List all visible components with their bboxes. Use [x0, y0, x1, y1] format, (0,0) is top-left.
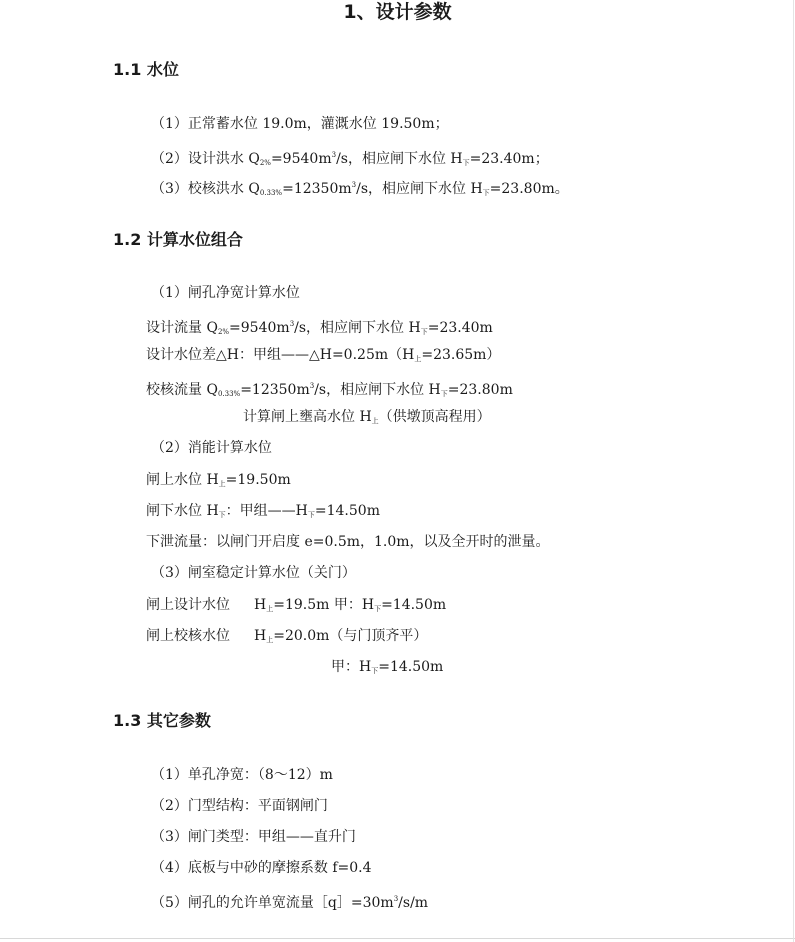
paragraph-line: 设计水位差△H：甲组$——\triangle H=0.25m(H_上=23.65m)$	[146, 347, 501, 363]
paragraph-line: 闸上水位 $H_上=19.50m$	[146, 472, 291, 488]
paragraph-line: 设计流量 $Q_{2\%}=9540m^3/s$，相应闸下水位 $H_下=23.40m$	[146, 320, 493, 336]
paragraph-line: （2）消能计算水位	[151, 440, 272, 456]
paragraph-line: 闸上设计水位 $H_上=19.5m$ 甲：$H_下=14.50m$	[146, 597, 447, 613]
paragraph-line: 闸下水位 $H_下$：甲组$——H_下=14.50m$	[146, 503, 380, 519]
paragraph-line: 下泄流量：以闸门开启度 e=0.5m，1.0m，以及全开时的泄量。	[146, 534, 550, 550]
paragraph-line: （3）校核洪水 $Q_{0.33\%}=12350m^3/s$，相应闸下水位 $H_下=23.80m$。	[151, 181, 569, 197]
paragraph-line: 甲：$H_下=14.50m$	[331, 659, 444, 675]
page-right-border	[793, 0, 794, 942]
paragraph-line: （2）门型结构：平面钢闸门	[151, 798, 328, 814]
document-title: 1、设计参数	[343, 1, 452, 23]
paragraph-line: （3）闸门类型：甲组——直升门	[151, 829, 356, 845]
paragraph-line: （1）单孔净宽：（8～12）m	[151, 767, 333, 783]
paragraph-line: （3）闸室稳定计算水位（关门）	[151, 565, 356, 581]
section-heading-1-1: 1.1 水位	[113, 60, 179, 79]
paragraph-line: 校核流量 $Q_{0.33\%}=12350m^3/s$，相应闸下水位 $H_下=23.80m$	[146, 382, 513, 398]
section-heading-1-3: 1.3 其它参数	[113, 711, 211, 730]
paragraph-line: （4）底板与中砂的摩擦系数 f=0.4	[151, 860, 372, 876]
page-bottom-border	[0, 938, 795, 939]
section-heading-1-2: 1.2 计算水位组合	[113, 230, 243, 249]
paragraph-line: （1）闸孔净宽计算水位	[151, 285, 300, 301]
paragraph-line: （2）设计洪水 $Q_{2\%}=9540m^3/s$，相应闸下水位 $H_下=23.40m$；	[151, 151, 549, 167]
paragraph-line: 计算闸上壅高水位 $H_上$（供墩顶高程用）	[243, 409, 491, 425]
paragraph-line: （5）闸孔的允许单宽流量$[q]=30m^3/s/m$	[151, 895, 429, 911]
paragraph-line: （1）正常蓄水位 19.0m，灌溉水位 19.50m；	[151, 116, 449, 132]
paragraph-line: 闸上校核水位 $H_上=20.0m$（与门顶齐平）	[146, 628, 428, 644]
